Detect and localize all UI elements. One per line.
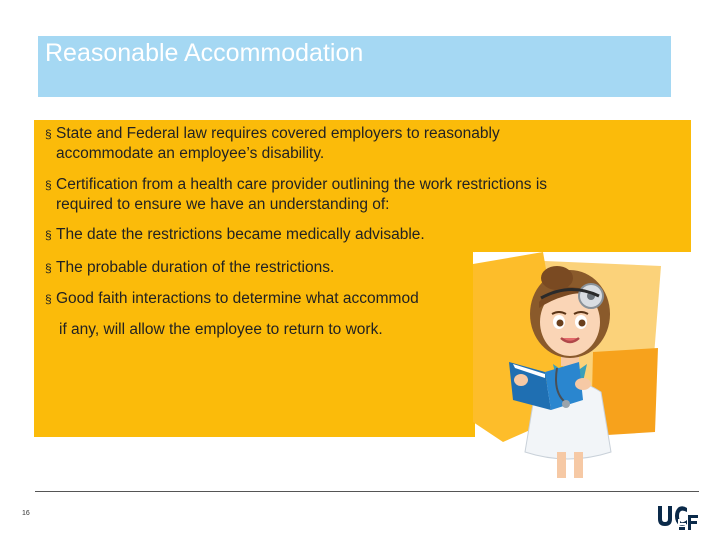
- doctor-with-book-illustration: [473, 252, 663, 480]
- bullet-marker: §: [45, 228, 52, 242]
- bullet-item: § Certification from a health care provider outlining the work restrictions is required to ensure we have an understanding of:: [45, 176, 548, 213]
- bullet-marker: §: [45, 127, 52, 141]
- bullet-marker: §: [45, 261, 52, 275]
- bullet-item: § The probable duration of the restrictions.: [45, 259, 335, 276]
- bullet-item: § Good faith interactions to determine what accommod: [45, 290, 419, 307]
- slide-title: Reasonable Accommodation: [45, 39, 364, 67]
- title-bar: [38, 36, 671, 97]
- content-background-bottom: [34, 251, 475, 437]
- page-number: 16: [22, 510, 30, 517]
- footer-divider: [35, 491, 699, 492]
- bullet-item: § State and Federal law requires covered employers to reasonably accommodate an employee’s disability.: [45, 125, 500, 162]
- bullet-continuation: if any, will allow the employee to return to work.: [59, 321, 383, 338]
- bullet-marker: §: [45, 292, 52, 306]
- bullet-item: § The date the restrictions became medically advisable.: [45, 226, 425, 243]
- bullet-marker: §: [45, 178, 52, 192]
- ucsf-logo: [656, 502, 700, 532]
